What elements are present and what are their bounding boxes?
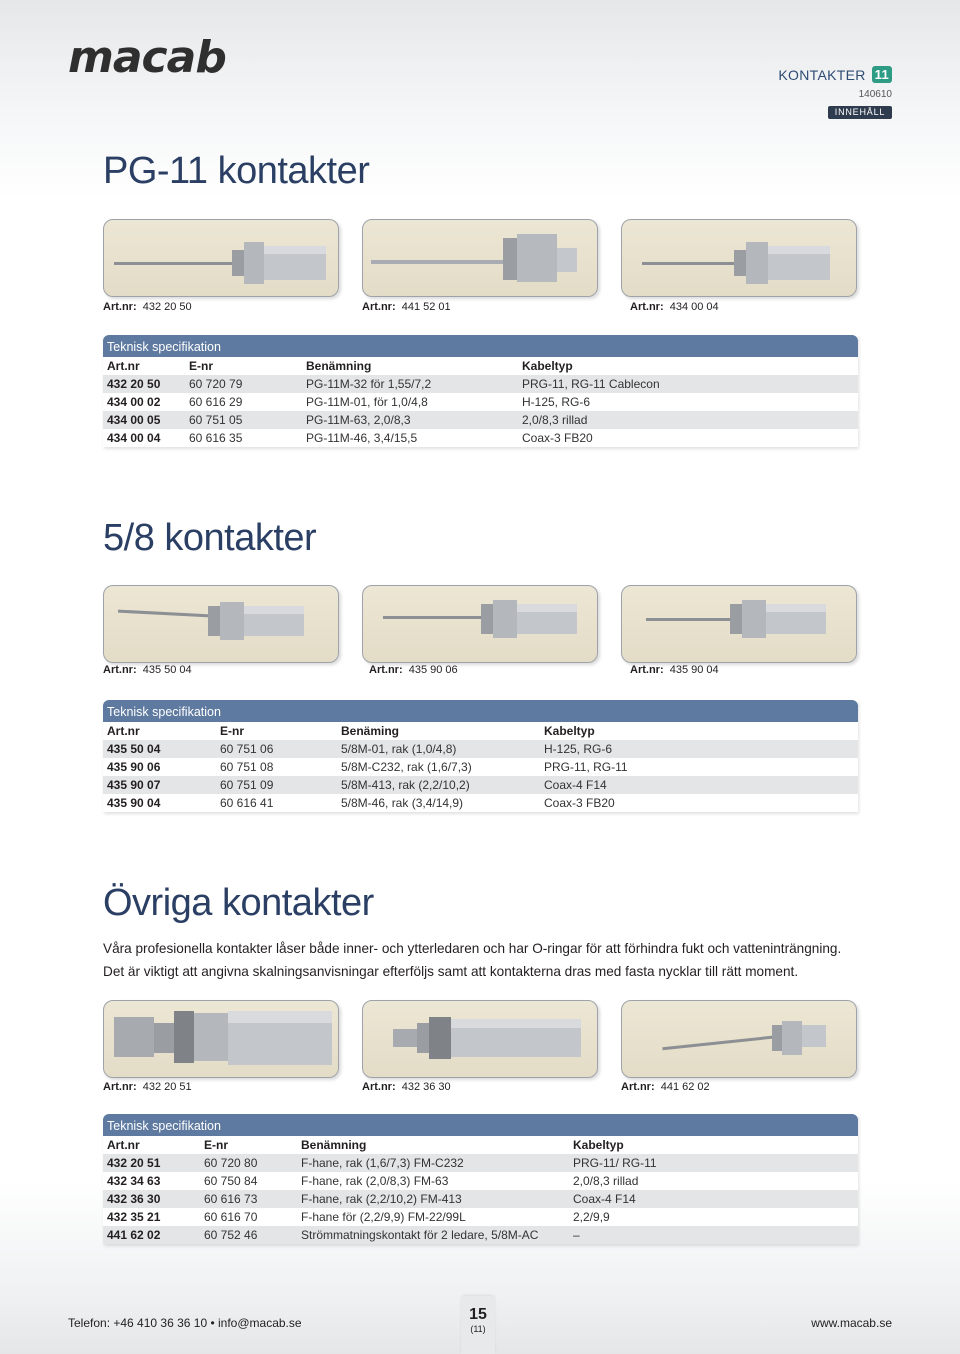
product-photo-f-connector xyxy=(103,1000,339,1078)
five-eighths-connector-photo-icon xyxy=(622,586,856,662)
cell-art-nr: 435 90 04 xyxy=(103,794,216,812)
table-row xyxy=(103,740,858,758)
cell-name: 5/8M-413, rak (2,2/10,2) xyxy=(337,776,540,794)
cell-e-nr: 60 616 29 xyxy=(185,393,302,411)
column-header: E-nr xyxy=(216,722,337,740)
caption-art-nr: 435 90 04 xyxy=(669,664,719,676)
page-number: 15 xyxy=(469,1306,487,1323)
date-code: 140610 xyxy=(858,89,892,100)
cell-name: 5/8M-01, rak (1,0/4,8) xyxy=(337,740,540,758)
table-row xyxy=(103,1190,858,1208)
table-row xyxy=(103,758,858,776)
product-caption xyxy=(362,301,451,313)
cell-e-nr: 60 750 84 xyxy=(200,1172,297,1190)
cell-name: F-hane för (2,2/9,9) FM-22/99L xyxy=(297,1208,569,1226)
caption-label: Art.nr: xyxy=(630,664,664,676)
product-caption xyxy=(630,301,719,313)
cell-art-nr: 434 00 05 xyxy=(103,411,185,429)
product-caption xyxy=(621,1081,710,1093)
pg11-connector-photo-icon xyxy=(104,220,338,296)
section-number-badge: 11 xyxy=(872,66,892,83)
contents-button[interactable]: INNEHÅLL xyxy=(828,106,892,119)
cell-name: 5/8M-C232, rak (1,6/7,3) xyxy=(337,758,540,776)
section-heading-pg11: PG-11 kontakter xyxy=(103,150,370,192)
cell-art-nr: 432 35 21 xyxy=(103,1208,200,1226)
cell-art-nr: 435 90 06 xyxy=(103,758,216,776)
table-row xyxy=(103,393,858,411)
cell-cable-type: PRG-11/ RG-11 xyxy=(569,1154,858,1172)
page-number-tab xyxy=(461,1296,495,1354)
caption-label: Art.nr: xyxy=(103,1081,137,1093)
caption-art-nr: 432 20 51 xyxy=(142,1081,192,1093)
section-heading-five-eighths: 5/8 kontakter xyxy=(103,517,317,559)
column-header: Art.nr xyxy=(103,1136,200,1154)
product-photo-five-eighths-3 xyxy=(621,585,857,663)
pg11-pin-connector-photo-icon xyxy=(363,220,597,296)
table-row xyxy=(103,1226,858,1244)
cell-cable-type: PRG-11, RG-11 Cablecon xyxy=(518,375,858,393)
cell-name: Strömmatningskontakt för 2 ledare, 5/8M-AC xyxy=(297,1226,569,1244)
column-header: Art.nr xyxy=(103,357,185,375)
spec-table-five-eighths xyxy=(103,700,858,812)
table-row xyxy=(103,1172,858,1190)
caption-art-nr: 441 52 01 xyxy=(401,301,451,313)
cell-e-nr: 60 752 46 xyxy=(200,1226,297,1244)
caption-art-nr: 435 50 04 xyxy=(142,664,192,676)
cell-name: PG-11M-46, 3,4/15,5 xyxy=(302,429,518,447)
chapter-number: (11) xyxy=(470,1324,486,1334)
cell-name: PG-11M-32 för 1,55/7,2 xyxy=(302,375,518,393)
cell-art-nr: 434 00 02 xyxy=(103,393,185,411)
f-connector-photo-icon xyxy=(363,1001,597,1077)
cell-name: 5/8M-46, rak (3,4/14,9) xyxy=(337,794,540,812)
cell-cable-type: Coax-3 FB20 xyxy=(518,429,858,447)
cell-art-nr: 432 20 50 xyxy=(103,375,185,393)
cell-art-nr: 434 00 04 xyxy=(103,429,185,447)
cell-e-nr: 60 720 79 xyxy=(185,375,302,393)
caption-label: Art.nr: xyxy=(369,664,403,676)
product-photo-five-eighths xyxy=(103,585,339,663)
column-header: Benämning xyxy=(302,357,518,375)
table-row xyxy=(103,1154,858,1172)
cell-name: F-hane, rak (2,2/10,2) FM-413 xyxy=(297,1190,569,1208)
cell-e-nr: 60 616 41 xyxy=(216,794,337,812)
cell-cable-type: H-125, RG-6 xyxy=(540,740,858,758)
spec-table-other xyxy=(103,1114,858,1244)
cell-e-nr: 60 616 35 xyxy=(185,429,302,447)
spec-heading: Teknisk specifikation xyxy=(103,1114,858,1136)
cell-cable-type: H-125, RG-6 xyxy=(518,393,858,411)
product-photo-f-connector-2 xyxy=(362,1000,598,1078)
spec-heading: Teknisk specifikation xyxy=(103,335,858,357)
caption-art-nr: 434 00 04 xyxy=(669,301,719,313)
product-photo-pg11-pin xyxy=(362,219,598,297)
logo: macab xyxy=(68,32,226,83)
column-header: E-nr xyxy=(185,357,302,375)
caption-label: Art.nr: xyxy=(362,301,396,313)
cell-cable-type: Coax-3 FB20 xyxy=(540,794,858,812)
column-header: Benäming xyxy=(337,722,540,740)
cell-e-nr: 60 751 08 xyxy=(216,758,337,776)
section-title: KONTAKTER xyxy=(778,66,866,83)
footer-contact[interactable]: Telefon: +46 410 36 36 10 • info@macab.se xyxy=(68,1316,302,1330)
five-eighths-connector-photo-icon xyxy=(363,586,597,662)
caption-label: Art.nr: xyxy=(630,301,664,313)
cell-cable-type: 2,2/9,9 xyxy=(569,1208,858,1226)
cell-art-nr: 432 34 63 xyxy=(103,1172,200,1190)
five-eighths-connector-photo-icon xyxy=(104,586,338,662)
table-row xyxy=(103,776,858,794)
table-row xyxy=(103,1208,858,1226)
product-photo-pg11-connector xyxy=(103,219,339,297)
table-row xyxy=(103,794,858,812)
caption-label: Art.nr: xyxy=(621,1081,655,1093)
caption-art-nr: 435 90 06 xyxy=(408,664,458,676)
intro-paragraph: Våra profesionella kontakter låser både inner- och ytterledaren och har O-ringar för att förhindra fukt och vatteninträngning. Det är viktigt att angivna skalningsanvisningar efterföljs samt att kontakterna dras med fasta nycklar till rätt moment. xyxy=(103,941,842,979)
spec-header-row xyxy=(103,357,858,375)
table-row xyxy=(103,411,858,429)
product-caption xyxy=(630,664,719,676)
spec-table-pg11 xyxy=(103,335,858,447)
cell-name: PG-11M-01, för 1,0/4,8 xyxy=(302,393,518,411)
cell-art-nr: 435 90 07 xyxy=(103,776,216,794)
caption-label: Art.nr: xyxy=(103,301,137,313)
caption-art-nr: 432 20 50 xyxy=(142,301,192,313)
cell-e-nr: 60 720 80 xyxy=(200,1154,297,1172)
product-caption xyxy=(103,301,192,313)
cell-art-nr: 441 62 02 xyxy=(103,1226,200,1244)
power-connector-photo-icon xyxy=(622,1001,856,1077)
cell-name: F-hane, rak (2,0/8,3) FM-63 xyxy=(297,1172,569,1190)
cell-art-nr: 432 20 51 xyxy=(103,1154,200,1172)
cell-cable-type: Coax-4 F14 xyxy=(540,776,858,794)
column-header: Kabeltyp xyxy=(540,722,858,740)
spec-header-row xyxy=(103,1136,858,1154)
product-caption xyxy=(362,1081,451,1093)
cell-cable-type: Coax-4 F14 xyxy=(569,1190,858,1208)
table-row xyxy=(103,375,858,393)
cell-name: PG-11M-63, 2,0/8,3 xyxy=(302,411,518,429)
spec-header-row xyxy=(103,722,858,740)
product-caption xyxy=(103,1081,192,1093)
section-label xyxy=(778,66,892,83)
cell-e-nr: 60 616 70 xyxy=(200,1208,297,1226)
cell-art-nr: 435 50 04 xyxy=(103,740,216,758)
table-row xyxy=(103,429,858,447)
pg11-connector-photo-icon xyxy=(622,220,856,296)
footer-website-link[interactable]: www.macab.se xyxy=(811,1316,892,1330)
product-caption xyxy=(103,664,192,676)
cell-e-nr: 60 751 09 xyxy=(216,776,337,794)
column-header: Kabeltyp xyxy=(569,1136,858,1154)
f-connector-photo-icon xyxy=(104,1001,338,1077)
cell-cable-type: 2,0/8,3 rillad xyxy=(569,1172,858,1190)
column-header: Benämning xyxy=(297,1136,569,1154)
cell-e-nr: 60 751 05 xyxy=(185,411,302,429)
column-header: Art.nr xyxy=(103,722,216,740)
caption-label: Art.nr: xyxy=(362,1081,396,1093)
cell-e-nr: 60 616 73 xyxy=(200,1190,297,1208)
cell-cable-type: 2,0/8,3 rillad xyxy=(518,411,858,429)
product-photo-pg11-connector-2 xyxy=(621,219,857,297)
caption-art-nr: 441 62 02 xyxy=(660,1081,710,1093)
cell-art-nr: 432 36 30 xyxy=(103,1190,200,1208)
cell-cable-type: – xyxy=(569,1226,858,1244)
caption-label: Art.nr: xyxy=(103,664,137,676)
column-header: E-nr xyxy=(200,1136,297,1154)
column-header: Kabeltyp xyxy=(518,357,858,375)
section-heading-other: Övriga kontakter xyxy=(103,882,374,924)
product-caption xyxy=(369,664,458,676)
spec-heading: Teknisk specifikation xyxy=(103,700,858,722)
cell-name: F-hane, rak (1,6/7,3) FM-C232 xyxy=(297,1154,569,1172)
product-photo-power-connector xyxy=(621,1000,857,1078)
cell-cable-type: PRG-11, RG-11 xyxy=(540,758,858,776)
cell-e-nr: 60 751 06 xyxy=(216,740,337,758)
product-photo-five-eighths-2 xyxy=(362,585,598,663)
caption-art-nr: 432 36 30 xyxy=(401,1081,451,1093)
